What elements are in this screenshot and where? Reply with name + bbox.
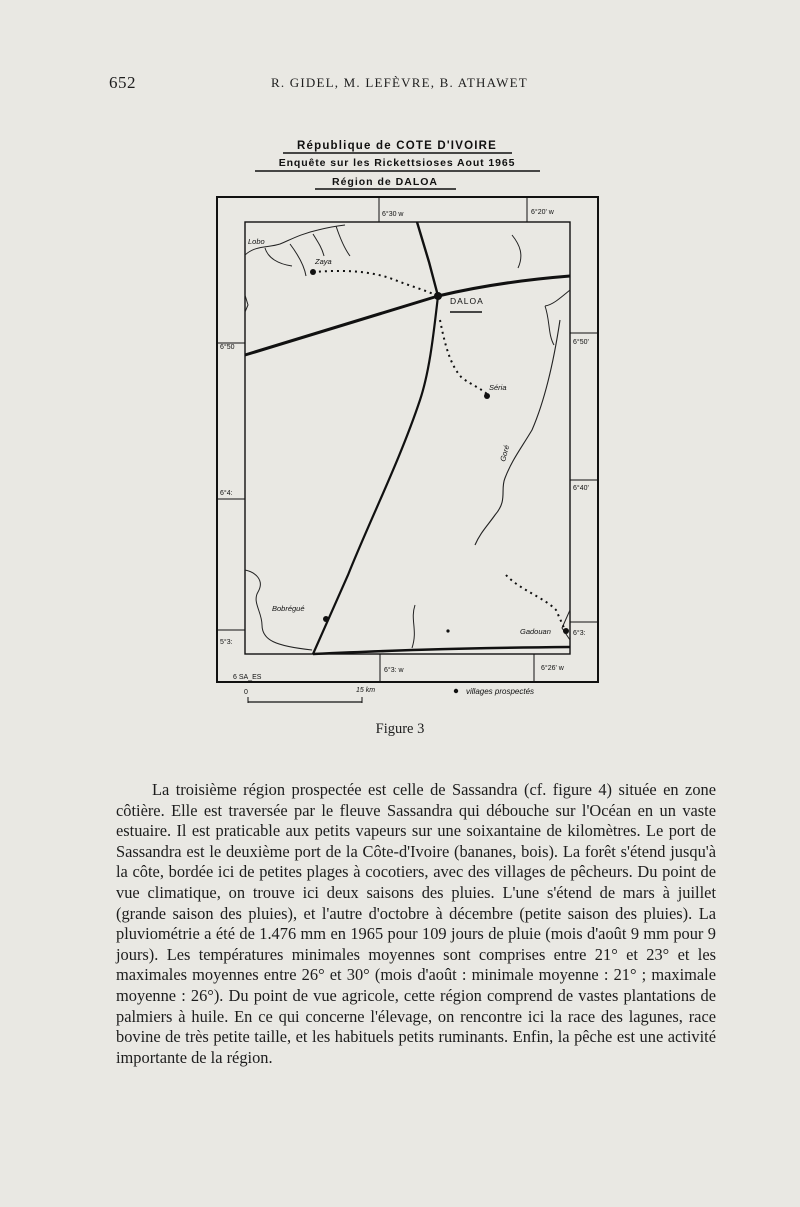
running-head: R. GIDEL, M. LEFÈVRE, B. ATHAWET [271,75,528,90]
track-gadouan [506,575,565,630]
road-south-boundary [313,647,570,654]
road-daloa-south [313,296,438,654]
road-daloa-north [417,222,438,296]
road-daloa-west [245,296,438,355]
body-text [116,780,716,1068]
scale-end: 15 km [356,687,376,694]
village-gadouan [563,628,569,634]
village-bobreguhe [323,616,329,622]
map-title-2: Enquête sur les Rickettsioses Aout 1965 [278,157,516,169]
coord-bottom-middle: 6°3: w [384,667,404,674]
page-number: 652 [109,73,136,92]
village-daloa [434,292,442,300]
coord-left-middle: 6°4: [220,490,233,497]
figure-caption: Figure 3 [375,721,425,737]
coord-right-middle: 6°40' [573,485,589,492]
scale-start: 0 [244,689,248,696]
road-daloa-east [438,276,570,296]
river-lobo [245,225,350,276]
inner-frame [245,222,570,654]
village-seria [484,393,490,399]
river-gore [475,320,560,545]
label-seria: Séria [489,383,507,392]
coord-top-left: 6°30 w [382,211,404,218]
coord-top-right: 6°20' w [531,209,554,216]
coord-bottom-right: 6°26' w [541,665,564,672]
map-title-1: République de COTE D'IVOIRE [297,140,497,152]
map-title-3: Région de DALOA [332,176,438,188]
coord-bottom-left: 6 SA_ES [233,674,262,681]
label-zaya: Zaya [315,257,332,266]
river-south-stream [412,605,415,648]
village-zaya [310,269,316,275]
coord-left-lower: 5°3: [220,639,233,646]
river-southeast [562,610,570,640]
label-bobreguhe: Bobrégué [272,604,305,613]
coord-left-upper: 6°50 [220,344,235,351]
label-daloa: DALOA [450,296,484,306]
track-seria [440,320,487,394]
river-east [512,235,570,345]
coord-right-upper: 6°50' [573,339,589,346]
label-lobo: Lobo [248,237,265,246]
village-small [446,629,449,632]
label-gore: Goré [498,444,512,463]
coord-right-lower: 6°3: [573,630,586,637]
legend-label: villages prospectés [466,687,535,696]
legend-dot [454,689,458,693]
label-gadouan: Gadouan [520,627,551,636]
body-paragraph: La troisième région prospectée est celle de Sassandra (cf. figure 4) située en zone côtière. Elle est traversée par le fleuve Sassandra qui débouche sur l'Océan en un vaste estuaire. Il est praticable aux petits vapeurs sur une soixantaine de kilomètres. Le port de Sassandra est le deuxième port de la Côte-d'Ivoire (bananes, bois). La forêt s'étend jusqu'à la côte, bordée ici de petites plages à cocotiers, avec des villages de pêcheurs. Du point de vue climatique, on trouve ici deux saisons des pluies. L'une s'étend de mars à juillet (grande saison des pluies), et l'autre d'octobre à décembre (petite saison des pluies). La pluviométrie a été de 1.476 mm en 1965 pour 109 jours de pluie (mois d'août 9 mm pour 9 jours). Les températures minimales moyennes sont comprises entre 21° et 23° et les maximales moyennes entre 26° et 30° (mois d'août : minimale moyenne : 21° ; maximale moyenne : 26°). Du point de vue agricole, cette région comprend de vastes plantations de palmiers à huile. En ce qui concerne l'élevage, on rencontre ici la race des lagunes, race bovine de très petite taille, et les habituels petits ruminants. Enfin, la pêche est une activité importante de la région. [116,780,716,1067]
track-zaya [313,271,438,296]
